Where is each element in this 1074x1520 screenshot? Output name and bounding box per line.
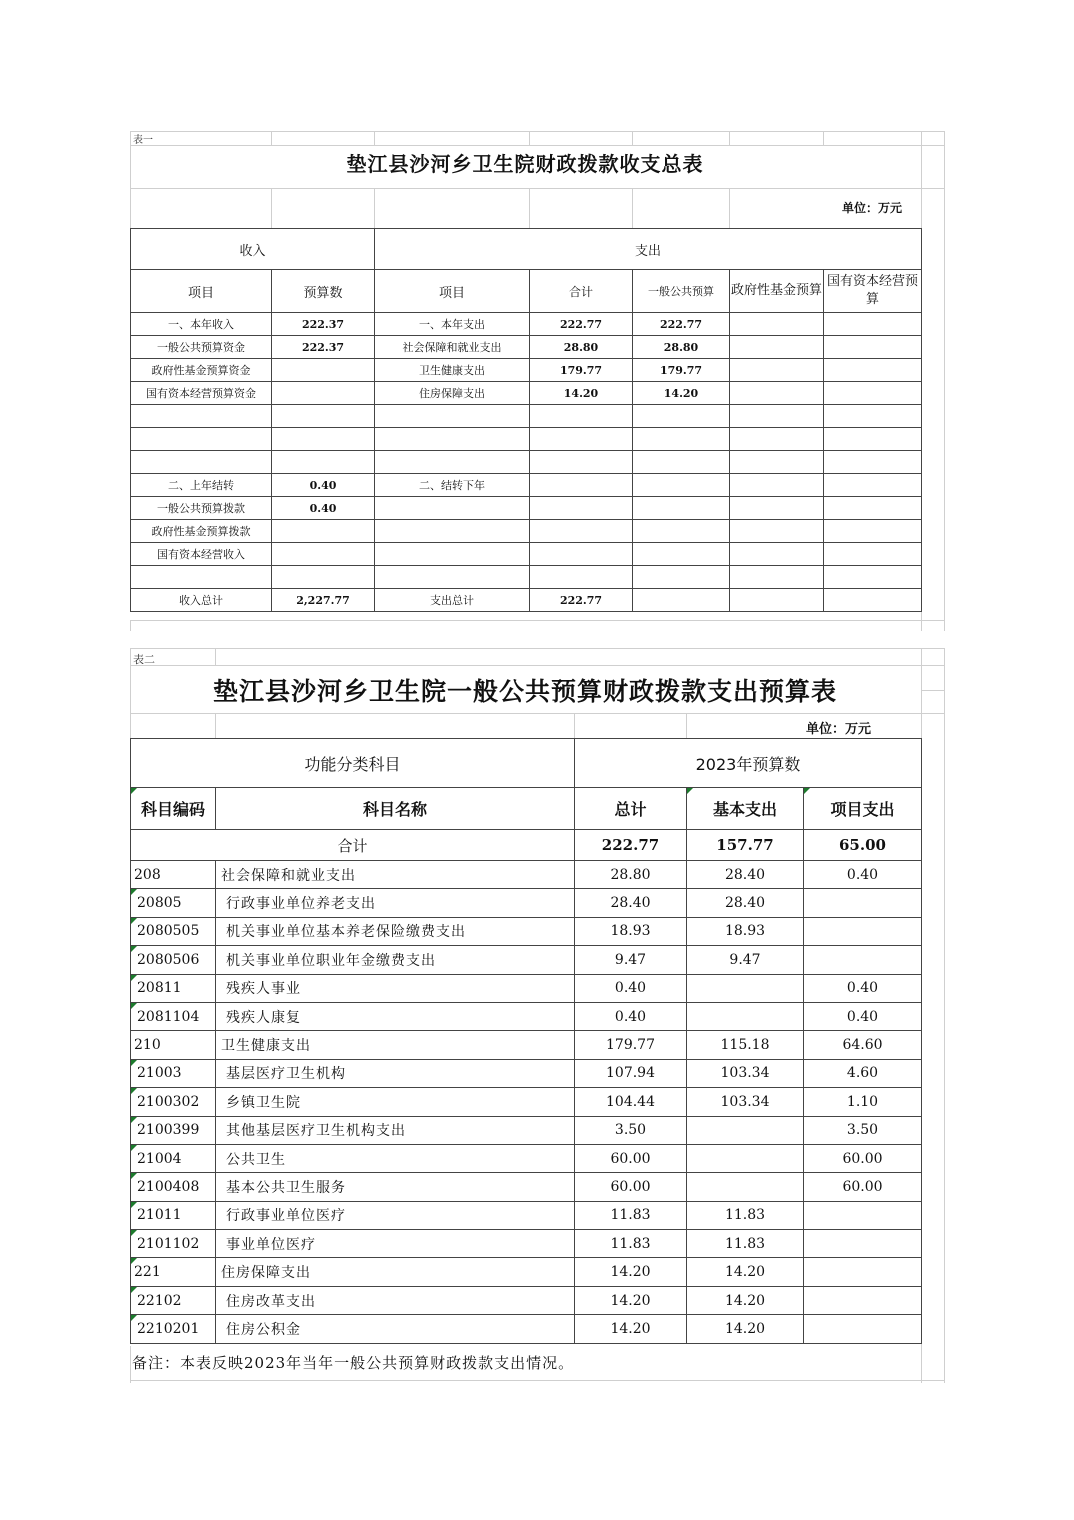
grid-line: [944, 648, 945, 1383]
subject-code: 20805: [131, 889, 216, 917]
column-header: 总计: [575, 788, 687, 830]
row-basic: 9.47: [687, 946, 804, 974]
row-project: [804, 889, 922, 917]
income-amount: [272, 382, 375, 405]
subject-name: 乡镇卫生院: [216, 1088, 575, 1116]
column-header: 科目名称: [216, 788, 575, 830]
income-amount: [272, 405, 375, 428]
row-total: 179.77: [575, 1031, 687, 1059]
income-item: 政府性基金预算拨款: [131, 520, 272, 543]
row-total: 3.50: [575, 1116, 687, 1144]
budget-year-header: 2023年预算数: [575, 739, 922, 788]
grid-line: [944, 131, 945, 631]
column-header: 预算数: [272, 270, 375, 313]
expense-state-capital: [824, 428, 922, 451]
row-basic: 28.40: [687, 861, 804, 889]
expense-general: 14.20: [633, 382, 730, 405]
grid-line: [632, 131, 633, 145]
income-amount: 222.37: [272, 313, 375, 336]
total-row: [131, 589, 922, 612]
grid-line: [130, 131, 131, 228]
expense-state-capital: [824, 313, 922, 336]
expense-item: 卫生健康支出: [375, 359, 530, 382]
row-basic: 18.93: [687, 917, 804, 945]
row-basic: 11.83: [687, 1230, 804, 1258]
expense-item: [375, 543, 530, 566]
income-item: 国有资本经营预算资金: [131, 382, 272, 405]
expense-state-capital: [824, 520, 922, 543]
expense-item: [375, 566, 530, 589]
table-row: [131, 566, 922, 589]
column-header: 一般公共预算: [633, 270, 730, 313]
expense-total: [530, 451, 633, 474]
row-total: 11.83: [575, 1230, 687, 1258]
unit-label: 单位：万元: [842, 201, 903, 215]
expense-total: 222.77: [530, 313, 633, 336]
expense-state-capital: [824, 382, 922, 405]
table-note: 备注：本表反映2023年当年一般公共预算财政拨款支出情况。: [132, 1354, 575, 1372]
subject-name: 公共卫生: [216, 1144, 575, 1172]
expense-item: [375, 405, 530, 428]
expense-state-capital: [824, 543, 922, 566]
income-header: 收入: [131, 229, 375, 270]
expense-item: [375, 520, 530, 543]
expense-item: 社会保障和就业支出: [375, 336, 530, 359]
row-project: 60.00: [804, 1144, 922, 1172]
expense-general: [633, 520, 730, 543]
grid-line: [729, 131, 730, 145]
subject-name: 行政事业单位医疗: [216, 1201, 575, 1229]
row-project: 4.60: [804, 1059, 922, 1087]
subject-name: 机关事业单位职业年金缴费支出: [216, 946, 575, 974]
income-total-amount: 2,227.77: [272, 589, 375, 612]
column-header: 基本支出: [687, 788, 804, 830]
summary-table: [130, 228, 922, 612]
expense-gov-fund: [730, 566, 824, 589]
row-basic: [687, 1002, 804, 1030]
expense-state-capital: [824, 566, 922, 589]
grid-line: [921, 690, 945, 691]
total-basic: 157.77: [687, 830, 804, 861]
grid-line: [130, 188, 945, 189]
row-project: 60.00: [804, 1173, 922, 1201]
row-project: 3.50: [804, 1116, 922, 1144]
grid-line: [130, 665, 945, 666]
expense-gov-fund: [730, 451, 824, 474]
expense-header: 支出: [375, 229, 922, 270]
grid-line: [529, 188, 530, 228]
row-basic: [687, 1144, 804, 1172]
grid-line: [271, 131, 272, 145]
function-category-header: 功能分类科目: [131, 739, 575, 788]
expense-state-capital: [824, 405, 922, 428]
expense-general: [633, 451, 730, 474]
income-item: [131, 405, 272, 428]
income-amount: [272, 566, 375, 589]
income-amount: [272, 428, 375, 451]
expense-gov-fund: [730, 336, 824, 359]
subject-name: 残疾人事业: [216, 974, 575, 1002]
expense-general: [633, 589, 730, 612]
subject-code: 20811: [131, 974, 216, 1002]
column-header: 项目: [131, 270, 272, 313]
grid-line: [823, 131, 824, 145]
table-row: [131, 1258, 922, 1286]
table-row: [131, 428, 922, 451]
expense-gov-fund: [730, 313, 824, 336]
grid-line: [130, 1346, 131, 1383]
table-row: [131, 1116, 922, 1144]
grid-line: [215, 648, 216, 665]
grid-line: [130, 1380, 945, 1381]
expense-item: [375, 497, 530, 520]
subject-code: 2100302: [131, 1088, 216, 1116]
grid-line: [632, 188, 633, 228]
subject-name: 住房改革支出: [216, 1286, 575, 1314]
table-row: [131, 917, 922, 945]
subject-code: 21003: [131, 1059, 216, 1087]
expense-state-capital: [824, 336, 922, 359]
expense-gov-fund: [730, 543, 824, 566]
subject-name: 其他基层医疗卫生机构支出: [216, 1116, 575, 1144]
income-item: 一般公共预算拨款: [131, 497, 272, 520]
table-row: [131, 1230, 922, 1258]
expense-gov-fund: [730, 497, 824, 520]
expense-total: 14.20: [530, 382, 633, 405]
expense-gov-fund: [730, 589, 824, 612]
income-amount: [272, 359, 375, 382]
row-basic: [687, 974, 804, 1002]
income-item: 政府性基金预算资金: [131, 359, 272, 382]
table-title: 垫江县沙河乡卫生院财政拨款收支总表: [346, 152, 704, 176]
expense-state-capital: [824, 589, 922, 612]
subject-name: 行政事业单位养老支出: [216, 889, 575, 917]
total-label: 合计: [131, 830, 575, 861]
expense-item: 二、结转下年: [375, 474, 530, 497]
income-total-label: 收入总计: [131, 589, 272, 612]
table-row: [131, 336, 922, 359]
subject-code: 2081104: [131, 1002, 216, 1030]
grid-line: [130, 648, 945, 649]
subject-code: 221: [131, 1258, 216, 1286]
subject-name: 基本公共卫生服务: [216, 1173, 575, 1201]
income-item: [131, 428, 272, 451]
row-project: 0.40: [804, 974, 922, 1002]
income-amount: [272, 543, 375, 566]
row-project: 64.60: [804, 1031, 922, 1059]
table-tag: 表一: [133, 135, 153, 146]
row-project: [804, 1258, 922, 1286]
row-total: 28.80: [575, 861, 687, 889]
expense-general: 179.77: [633, 359, 730, 382]
income-item: [131, 566, 272, 589]
table-row: [131, 382, 922, 405]
row-total: 0.40: [575, 974, 687, 1002]
grid-line: [529, 131, 530, 145]
row-project: [804, 1230, 922, 1258]
subject-name: 机关事业单位基本养老保险缴费支出: [216, 917, 575, 945]
grid-line: [215, 713, 216, 738]
income-item: 二、上年结转: [131, 474, 272, 497]
expense-state-capital: [824, 497, 922, 520]
expense-gov-fund: [730, 359, 824, 382]
table-row: [131, 359, 922, 382]
row-total: 14.20: [575, 1286, 687, 1314]
expense-general: [633, 566, 730, 589]
budget-table: [130, 738, 922, 1344]
table-row: [131, 1286, 922, 1314]
grid-line: [686, 713, 687, 738]
row-total: 107.94: [575, 1059, 687, 1087]
expense-general: [633, 497, 730, 520]
expense-item: 一、本年支出: [375, 313, 530, 336]
income-item: 一、本年收入: [131, 313, 272, 336]
row-basic: 14.20: [687, 1258, 804, 1286]
total-row: [131, 830, 922, 861]
total-amount: 222.77: [575, 830, 687, 861]
income-amount: 0.40: [272, 474, 375, 497]
expense-item: [375, 451, 530, 474]
row-basic: [687, 1173, 804, 1201]
expense-total: [530, 566, 633, 589]
expense-general: 28.80: [633, 336, 730, 359]
subject-code: 210: [131, 1031, 216, 1059]
grid-line: [271, 188, 272, 228]
expense-general: [633, 543, 730, 566]
table-row: [131, 946, 922, 974]
expense-gov-fund: [730, 428, 824, 451]
income-amount: [272, 451, 375, 474]
expense-total: [530, 474, 633, 497]
row-project: 0.40: [804, 1002, 922, 1030]
row-project: [804, 1201, 922, 1229]
table-row: [131, 1315, 922, 1343]
table-row: [131, 405, 922, 428]
expense-total: [530, 520, 633, 543]
row-total: 9.47: [575, 946, 687, 974]
grid-line: [130, 145, 945, 146]
total-project: 65.00: [804, 830, 922, 861]
table-row: [131, 520, 922, 543]
table-title: 垫江县沙河乡卫生院一般公共预算财政拨款支出预算表: [212, 677, 837, 706]
table-row: [131, 451, 922, 474]
grid-line: [130, 620, 945, 621]
table-row: [131, 1144, 922, 1172]
row-total: 14.20: [575, 1258, 687, 1286]
subject-code: 208: [131, 861, 216, 889]
table-row: [131, 1031, 922, 1059]
column-header: 国有资本经营预算: [824, 270, 922, 313]
income-item: 国有资本经营收入: [131, 543, 272, 566]
subject-name: 事业单位医疗: [216, 1230, 575, 1258]
table-row: [131, 1002, 922, 1030]
subject-name: 社会保障和就业支出: [216, 861, 575, 889]
subject-code: 21011: [131, 1201, 216, 1229]
column-header: 项目: [375, 270, 530, 313]
income-item: 一般公共预算资金: [131, 336, 272, 359]
row-basic: 103.34: [687, 1088, 804, 1116]
expense-general: [633, 428, 730, 451]
row-basic: 115.18: [687, 1031, 804, 1059]
row-total: 0.40: [575, 1002, 687, 1030]
subject-code: 2080506: [131, 946, 216, 974]
row-project: [804, 917, 922, 945]
subject-code: 22102: [131, 1286, 216, 1314]
row-basic: [687, 1116, 804, 1144]
expense-state-capital: [824, 474, 922, 497]
expense-total: 28.80: [530, 336, 633, 359]
column-header: 政府性基金预算: [730, 270, 824, 313]
row-project: [804, 1315, 922, 1343]
table-row: [131, 497, 922, 520]
expense-item: [375, 428, 530, 451]
expense-total: [530, 405, 633, 428]
row-total: 28.40: [575, 889, 687, 917]
income-item: [131, 451, 272, 474]
expense-item: 住房保障支出: [375, 382, 530, 405]
row-total: 18.93: [575, 917, 687, 945]
table-row: [131, 1088, 922, 1116]
income-amount: [272, 520, 375, 543]
column-header: 科目编码: [131, 788, 216, 830]
expense-total-amount: 222.77: [530, 589, 633, 612]
table-tag: 表二: [133, 653, 155, 666]
table-row: [131, 474, 922, 497]
income-amount: 222.37: [272, 336, 375, 359]
grid-line: [374, 131, 375, 145]
expense-state-capital: [824, 451, 922, 474]
subject-name: 住房公积金: [216, 1315, 575, 1343]
expense-gov-fund: [730, 520, 824, 543]
subject-code: 2101102: [131, 1230, 216, 1258]
expense-general: [633, 474, 730, 497]
row-total: 104.44: [575, 1088, 687, 1116]
table-row: [131, 889, 922, 917]
row-total: 14.20: [575, 1315, 687, 1343]
expense-total: [530, 428, 633, 451]
expense-gov-fund: [730, 382, 824, 405]
expense-gov-fund: [730, 405, 824, 428]
row-basic: 14.20: [687, 1315, 804, 1343]
table-row: [131, 543, 922, 566]
grid-line: [374, 188, 375, 228]
row-basic: 103.34: [687, 1059, 804, 1087]
subject-code: 21004: [131, 1144, 216, 1172]
row-total: 60.00: [575, 1144, 687, 1172]
subject-code: 2080505: [131, 917, 216, 945]
expense-total: [530, 543, 633, 566]
column-header: 合计: [530, 270, 633, 313]
table-row: [131, 974, 922, 1002]
expense-total: 179.77: [530, 359, 633, 382]
expense-state-capital: [824, 359, 922, 382]
expense-general: [633, 405, 730, 428]
grid-line: [130, 713, 945, 714]
row-total: 60.00: [575, 1173, 687, 1201]
subject-name: 残疾人康复: [216, 1002, 575, 1030]
income-amount: 0.40: [272, 497, 375, 520]
row-total: 11.83: [575, 1201, 687, 1229]
row-project: 0.40: [804, 861, 922, 889]
row-basic: 28.40: [687, 889, 804, 917]
expense-total-label: 支出总计: [375, 589, 530, 612]
row-project: 1.10: [804, 1088, 922, 1116]
subject-name: 基层医疗卫生机构: [216, 1059, 575, 1087]
expense-gov-fund: [730, 474, 824, 497]
expense-general: 222.77: [633, 313, 730, 336]
subject-code: 2100399: [131, 1116, 216, 1144]
table-row: [131, 1059, 922, 1087]
row-project: [804, 946, 922, 974]
subject-name: 卫生健康支出: [216, 1031, 575, 1059]
subject-code: 2210201: [131, 1315, 216, 1343]
row-basic: 14.20: [687, 1286, 804, 1314]
table-row: [131, 1201, 922, 1229]
column-header: 项目支出: [804, 788, 922, 830]
grid-line: [574, 713, 575, 738]
row-project: [804, 1286, 922, 1314]
row-basic: 11.83: [687, 1201, 804, 1229]
expense-total: [530, 497, 633, 520]
unit-label: 单位：万元: [806, 722, 872, 737]
grid-line: [729, 188, 730, 228]
subject-name: 住房保障支出: [216, 1258, 575, 1286]
subject-code: 2100408: [131, 1173, 216, 1201]
table-row: [131, 861, 922, 889]
table-row: [131, 313, 922, 336]
table-row: [131, 1173, 922, 1201]
grid-line: [130, 620, 131, 631]
